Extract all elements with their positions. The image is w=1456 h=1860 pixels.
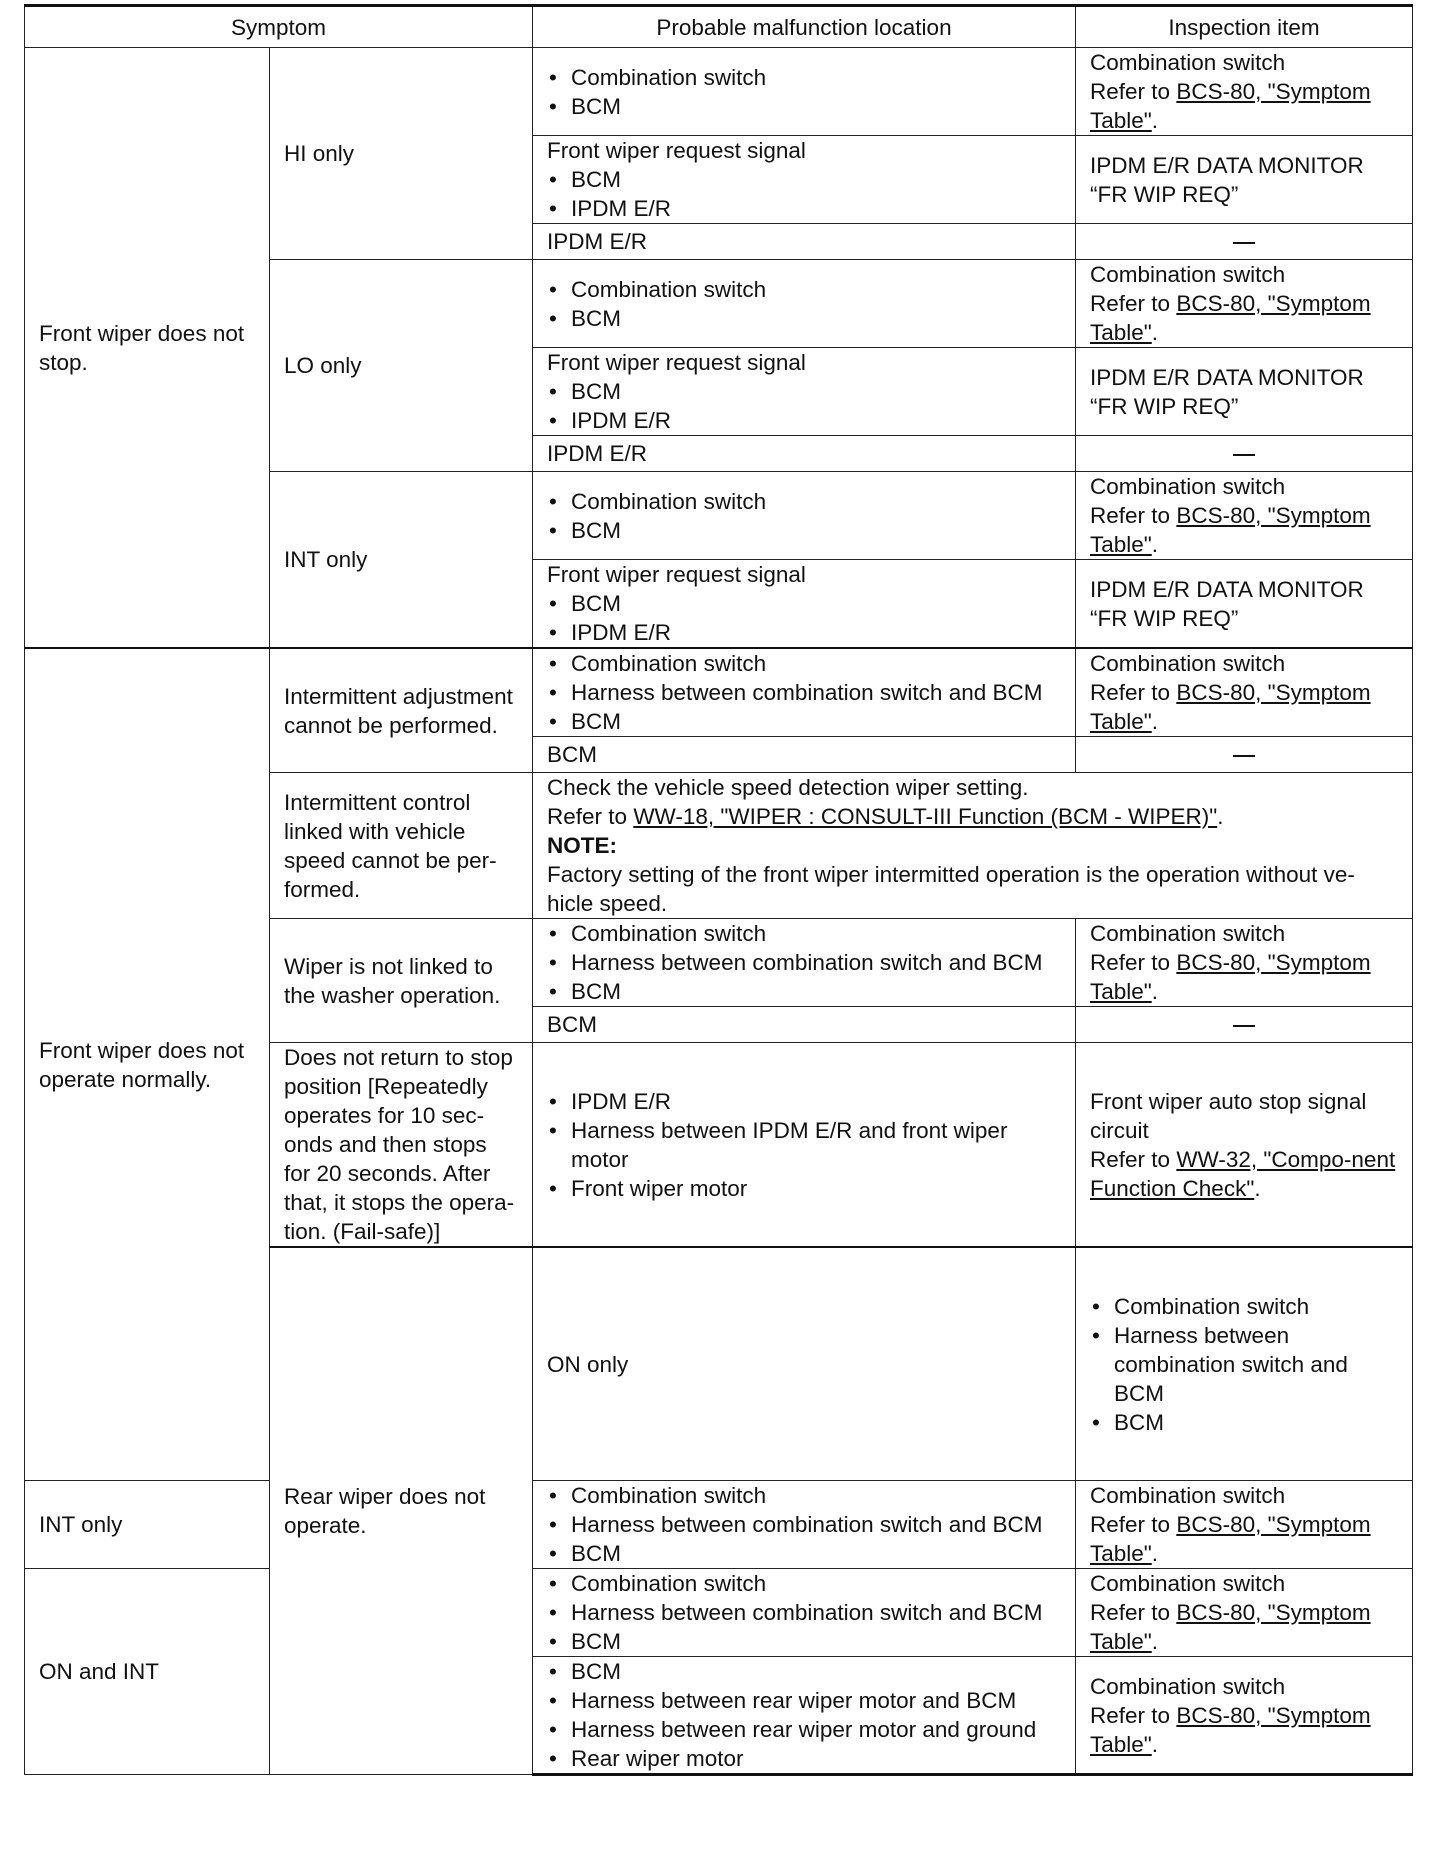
sub-rear-int-only: INT only — [25, 1481, 270, 1569]
dash-cell — [1076, 737, 1413, 773]
group-front-normal: Front wiper does not operate normally. — [25, 648, 270, 1481]
location-cell: BCM — [533, 737, 1076, 773]
list-item: • Harness between IPDM E/R and front wiper motor — [547, 1116, 1061, 1174]
list-item: • BCM — [547, 977, 1061, 1006]
period-text: . — [1151, 1629, 1159, 1654]
header-row — [25, 6, 1413, 48]
location-list — [547, 1569, 1061, 1656]
inspection-title: Combination switch — [1090, 1571, 1286, 1596]
period-text: . — [1217, 804, 1224, 829]
table-row — [25, 1569, 1413, 1657]
table-row — [25, 1481, 1413, 1569]
location-cell: IPDM E/R — [533, 436, 1076, 472]
monitor-text: IPDM E/R DATA MONITOR — [1090, 364, 1364, 390]
monitor-text: IPDM E/R DATA MONITOR — [1090, 152, 1364, 178]
list-item: • Combination switch — [547, 487, 1061, 516]
dash-mark — [1233, 755, 1255, 758]
note-text: Factory setting of the front wiper intermitted operation is the operation without ve-hicle speed. — [547, 862, 1355, 916]
list-item: • BCM — [547, 707, 1061, 736]
location-list — [547, 487, 1061, 545]
location-cell — [533, 919, 1076, 1007]
monitor-item: “FR WIP REQ” — [1090, 393, 1239, 419]
header-inspection: Inspection item — [1076, 6, 1413, 48]
inspection-cell — [1076, 1569, 1413, 1657]
inspection-title: Combination switch — [1090, 474, 1286, 499]
list-item: • BCM — [547, 1657, 1061, 1686]
bcs-80-link[interactable]: BCS-80, "Symptom Table" — [1090, 79, 1371, 133]
inspection-cell — [1076, 1481, 1413, 1569]
bcs-80-link[interactable]: BCS-80, "Symptom Table" — [1090, 680, 1371, 734]
monitor-text: IPDM E/R DATA MONITOR — [1090, 576, 1364, 602]
sub-washer-link: Wiper is not linked to the washer operation. — [270, 919, 533, 1043]
header-symptom: Symptom — [25, 6, 533, 48]
list-item: • BCM — [547, 516, 1061, 545]
location-list — [547, 165, 1061, 223]
bcs-80-link[interactable]: BCS-80, "Symptom Table" — [1090, 1600, 1371, 1654]
inspection-cell — [1076, 648, 1413, 737]
sub-hi-only: HI only — [270, 48, 533, 260]
list-item: • IPDM E/R — [547, 406, 1061, 435]
inspection-cell — [1076, 1657, 1413, 1775]
monitor-item: “FR WIP REQ” — [1090, 605, 1239, 631]
refer-text: Refer to — [1090, 1512, 1171, 1537]
inspection-cell — [1076, 348, 1413, 436]
refer-text: Refer to — [1090, 680, 1171, 705]
refer-text: Refer to — [1090, 503, 1171, 528]
list-item: • Combination switch — [547, 1481, 1061, 1510]
list-item: • Harness between combination switch and BCM — [547, 1510, 1061, 1539]
location-cell: IPDM E/R — [533, 224, 1076, 260]
list-item: • Combination switch — [547, 275, 1061, 304]
bcs-80-link[interactable]: BCS-80, "Symptom Table" — [1090, 950, 1371, 1004]
list-item: • Harness between rear wiper motor and BCM — [547, 1686, 1061, 1715]
signal-label: Front wiper request signal — [547, 138, 806, 163]
list-item: • Combination switch — [547, 1569, 1061, 1598]
sub-stop-position: Does not return to stop position [Repeatedly operates for 10 sec-onds and then stops for 20 seconds. After that, it stops the opera-tion. (Fail-safe)] — [270, 1043, 533, 1248]
period-text: . — [1151, 709, 1159, 734]
list-item: • Combination switch — [547, 63, 1061, 92]
inspection-title: Combination switch — [1090, 262, 1286, 287]
list-item: • IPDM E/R — [547, 618, 1061, 647]
refer-text: Refer to — [1090, 950, 1171, 975]
location-cell — [533, 48, 1076, 136]
location-list — [547, 275, 1061, 333]
inspection-title: Combination switch — [1090, 1483, 1286, 1508]
inspection-cell — [1076, 48, 1413, 136]
location-cell: BCM — [533, 1007, 1076, 1043]
list-item: • Combination switch — [547, 919, 1061, 948]
inspection-cell — [1076, 472, 1413, 560]
refer-text: Refer to — [1090, 1702, 1171, 1728]
location-cell — [533, 1569, 1076, 1657]
inspection-cell — [1076, 260, 1413, 348]
period-text: . — [1151, 108, 1159, 133]
period-text: . — [1151, 979, 1159, 1004]
location-cell — [533, 1043, 1076, 1248]
table-row — [25, 648, 1413, 737]
list-item: • Combination switch — [1090, 1292, 1398, 1321]
inspection-cell — [1076, 136, 1413, 224]
list-item: • BCM — [547, 1627, 1061, 1656]
list-item: • BCM — [547, 589, 1061, 618]
inspection-cell — [1076, 919, 1413, 1007]
list-item: • BCM — [547, 1539, 1061, 1568]
ww-32-link[interactable]: WW-32, "Compo-nent Function Check" — [1090, 1146, 1396, 1201]
sub-lo-only: LO only — [270, 260, 533, 472]
refer-text: Refer to — [1090, 1600, 1171, 1625]
location-cell — [533, 260, 1076, 348]
dash-cell — [1076, 436, 1413, 472]
list-item: • Harness between rear wiper motor and ground — [547, 1715, 1061, 1744]
location-list — [547, 589, 1061, 647]
location-list — [547, 63, 1061, 121]
group-rear: Rear wiper does not operate. — [270, 1247, 533, 1775]
period-text: . — [1151, 1731, 1159, 1757]
inspection-title: Combination switch — [1090, 50, 1286, 75]
list-item: • BCM — [1090, 1408, 1398, 1437]
dash-cell — [1076, 224, 1413, 260]
location-list — [1090, 1292, 1398, 1437]
sub-rear-on-int: ON and INT — [25, 1569, 270, 1775]
list-item: • IPDM E/R — [547, 194, 1061, 223]
refer-text: Refer to — [547, 804, 628, 829]
bcs-80-link[interactable]: BCS-80, "Symptom Table" — [1090, 503, 1371, 557]
refer-text: Refer to — [1090, 291, 1171, 316]
period-text: . — [1151, 532, 1159, 557]
monitor-item: “FR WIP REQ” — [1090, 181, 1239, 207]
sub-rear-on-only: ON only — [533, 1247, 1076, 1481]
list-item: • BCM — [547, 304, 1061, 333]
symptom-table — [24, 4, 1413, 1776]
bcs-80-link[interactable]: BCS-80, "Symptom Table" — [1090, 1512, 1371, 1566]
list-item: • Harness between combination switch and BCM — [547, 678, 1061, 707]
inspection-title: Combination switch — [1090, 651, 1286, 676]
location-cell — [533, 472, 1076, 560]
ww-18-link[interactable]: WW-18, "WIPER : CONSULT-III Function (BCM - WIPER)" — [633, 804, 1218, 829]
location-cell — [533, 348, 1076, 436]
location-cell — [533, 648, 1076, 737]
inspection-cell — [1076, 560, 1413, 649]
location-list — [547, 377, 1061, 435]
sub-int-speed: Intermittent control linked with vehicle speed cannot be per-formed. — [270, 773, 533, 919]
list-item: • Front wiper motor — [547, 1174, 1061, 1203]
list-item: • BCM — [547, 165, 1061, 194]
dash-mark — [1233, 1025, 1255, 1028]
inspection-title: Combination switch — [1090, 921, 1286, 946]
period-text: . — [1151, 320, 1159, 345]
location-cell — [533, 136, 1076, 224]
speed-note-cell — [533, 773, 1413, 919]
inspection-cell — [1076, 1043, 1413, 1248]
location-list — [547, 1657, 1061, 1773]
header-location: Probable malfunction location — [533, 6, 1076, 48]
period-text: . — [1151, 1541, 1159, 1566]
list-item: • BCM — [547, 92, 1061, 121]
refer-text: Refer to — [1090, 1146, 1171, 1172]
dash-mark — [1233, 242, 1255, 245]
list-item: • Harness between combination switch and BCM — [547, 948, 1061, 977]
speed-check-text: Check the vehicle speed detection wiper setting. — [547, 775, 1029, 800]
auto-stop-text: Front wiper auto stop signal circuit — [1090, 1088, 1367, 1143]
dash-mark — [1233, 454, 1255, 457]
sub-int-only: INT only — [270, 472, 533, 649]
sub-int-adjustment: Intermittent adjustment cannot be performed. — [270, 648, 533, 773]
inspection-title: Combination switch — [1090, 1673, 1286, 1699]
list-item: • Harness between combination switch and BCM — [1090, 1321, 1398, 1408]
location-list — [547, 919, 1061, 1006]
location-cell — [533, 1481, 1076, 1569]
location-cell — [533, 1657, 1076, 1775]
location-cell — [533, 560, 1076, 649]
location-list — [547, 1087, 1061, 1203]
period-text: . — [1254, 1175, 1261, 1201]
bcs-80-link[interactable]: BCS-80, "Symptom Table" — [1090, 1702, 1371, 1757]
list-item: • Combination switch — [547, 649, 1061, 678]
dash-cell — [1076, 1007, 1413, 1043]
signal-label: Front wiper request signal — [547, 350, 806, 375]
list-item: • Harness between combination switch and BCM — [547, 1598, 1061, 1627]
list-item: • BCM — [547, 377, 1061, 406]
location-list — [547, 649, 1061, 736]
table-row — [25, 48, 1413, 136]
location-list — [547, 1481, 1061, 1568]
group-front-stop: Front wiper does not stop. — [25, 48, 270, 649]
bcs-80-link[interactable]: BCS-80, "Symptom Table" — [1090, 291, 1371, 345]
refer-text: Refer to — [1090, 79, 1171, 104]
signal-label: Front wiper request signal — [547, 562, 806, 587]
list-item: • IPDM E/R — [547, 1087, 1061, 1116]
note-label: NOTE: — [547, 833, 617, 858]
location-cell — [1076, 1247, 1413, 1481]
list-item: • Rear wiper motor — [547, 1744, 1061, 1773]
